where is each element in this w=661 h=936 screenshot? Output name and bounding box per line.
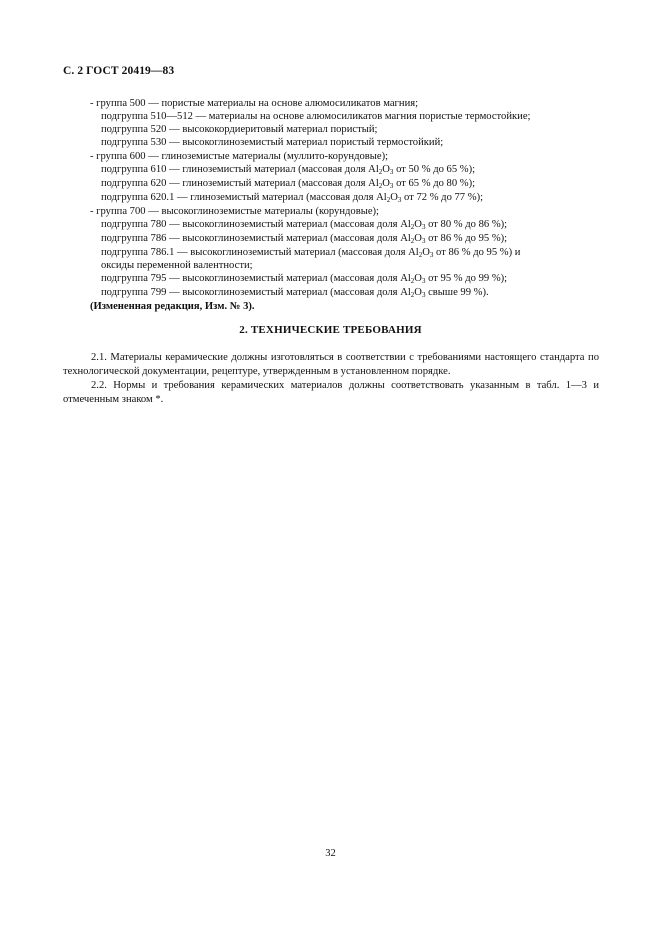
paragraph-2-2: 2.2. Нормы и требования керамических материалов должны соответствовать указанным в табл. 1—3 и отмеченным знаком *. bbox=[63, 380, 599, 405]
group-500: - группа 500 — пористые материалы на основе алюмосиликатов магния; bbox=[90, 98, 419, 109]
page-header: С. 2 ГОСТ 20419—83 bbox=[63, 65, 175, 77]
subgroup-620-1: подгруппа 620.1 — глиноземистый материал (массовая доля $Al_2O_3$ от 72 % до 77 %); bbox=[101, 192, 484, 204]
group-600: - группа 600 — глиноземистые материалы (муллито-корундовые); bbox=[90, 151, 389, 162]
subgroup-795: подгруппа 795 — высокоглиноземистый материал (массовая доля $Al_2O_3$ от 95 % до 99 %); bbox=[101, 273, 508, 285]
page-number: 32 bbox=[325, 848, 336, 859]
subgroup-799: подгруппа 799 — высокоглиноземистый материал (массовая доля $Al_2O_3$ свыше 99 %). bbox=[101, 287, 489, 299]
paragraph-2-1: 2.1. Материалы керамические должны изготовляться в соответствии с требованиями настоящего стандарта по технологической документации, рецептуре, утвержденным в установленном порядке. bbox=[63, 352, 599, 377]
subgroup-530: подгруппа 530 — высокоглиноземистый материал пористый термостойкий; bbox=[101, 137, 444, 148]
subgroup-786-1: подгруппа 786.1 — высокоглиноземистый материал (массовая доля $Al_2O_3$ от 86 % до 95 %) и bbox=[101, 247, 521, 259]
subgroup-786: подгруппа 786 — высокоглиноземистый материал (массовая доля $Al_2O_3$ от 86 % до 95 %); bbox=[101, 233, 508, 245]
amendment-note: (Измененная редакция, Изм. № 3). bbox=[90, 301, 255, 312]
subgroup-510-512: подгруппа 510—512 — материалы на основе алюмосиликатов магния пористые термостойкие; bbox=[101, 111, 531, 122]
subgroup-520: подгруппа 520 — высококордиеритовый материал пористый; bbox=[101, 124, 378, 135]
subgroup-780: подгруппа 780 — высокоглиноземистый материал (массовая доля $Al_2O_3$ от 80 % до 86 %); bbox=[101, 219, 508, 231]
section-title: 2. ТЕХНИЧЕСКИЕ ТРЕБОВАНИЯ bbox=[239, 324, 422, 336]
subgroup-786-1-continued: оксиды переменной валентности; bbox=[101, 260, 253, 271]
subgroup-610: подгруппа 610 — глиноземистый материал (массовая доля $Al_2O_3$ от 50 % до 65 %); bbox=[101, 164, 476, 176]
group-700: - группа 700 — высокоглиноземистые материалы (корундовые); bbox=[90, 206, 379, 217]
subgroup-620: подгруппа 620 — глиноземистый материал (массовая доля $Al_2O_3$ от 65 % до 80 %); bbox=[101, 178, 476, 190]
